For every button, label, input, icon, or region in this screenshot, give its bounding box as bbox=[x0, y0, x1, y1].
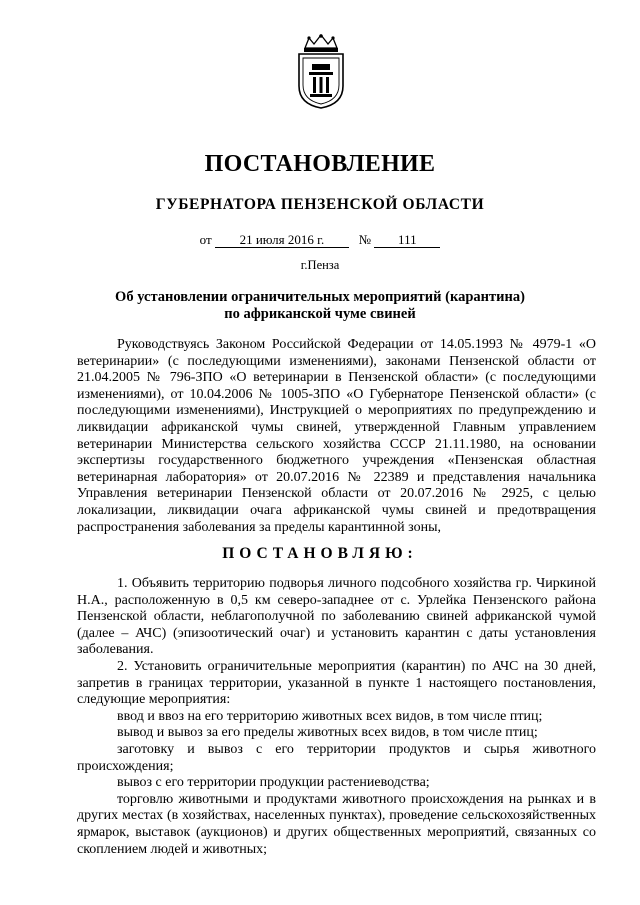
measure-item: заготовку и вывоз с его территории продуктов и сырья животного происхождения; bbox=[77, 741, 596, 774]
heading-line-2: по африканской чуме свиней bbox=[224, 306, 416, 322]
document-heading bbox=[0, 289, 640, 323]
measure-item: ввод и ввоз на его территорию животных всех видов, в том числе птиц; bbox=[117, 708, 543, 724]
item-1: 1. Объявить территорию подворья личного подсобного хозяйства гр. Чиркиной Н.А., расположенную в 0,5 км северо-западнее от с. Урлейка Пензенского района Пензенской области, неблагополучной по заболеванию свиней африканской чумой (далее – АЧС) (эпизоотический очаг) и установить карантин с даты установления заболевания. bbox=[77, 576, 596, 658]
preamble bbox=[77, 337, 596, 536]
document-city: г.Пенза bbox=[300, 258, 340, 272]
item-2: 2. Установить ограничительные мероприятия (карантин) по АЧС на 30 дней, запретив в границах территории, указанной в пункте 1 настоящего постановления, следующие мероприятия: bbox=[77, 658, 596, 708]
preamble-paragraph: Руководствуясь Законом Российской Федерации от 14.05.1993 № 4979-1 «О ветеринарии» (с последующими изменениями), законами Пензенской области от 21.04.2005 № 796-ЗПО «О ветеринарии в Пензенской области» (с последующими изменениями), от 10.04.2006 № 1005-ЗПО «О Губернаторе Пензенской области» (с последующими изменениями), Инструкцией о мероприятиях по предупреждению и ликвидации африканской чумы свиней, утвержденной Главным управлением ветеринарии Министерства сельского хозяйства СССР 21.11.1980, на основании экспертизы государственного бюджетного учреждения «Пензенская областная ветеринарная лаборатория» от 20.07.2016 № 22389 и представления начальника Управления ветеринарии Пензенской области от 20.07.2016 № 2925, с целью локализации, ликвидации очага африканской чумы свиней и предотвращения распространения заболевания за пределы карантинной зоны, bbox=[77, 337, 596, 535]
coat-of-arms-icon bbox=[295, 34, 347, 110]
number-prefix: № bbox=[358, 232, 372, 247]
measure-item: вывоз с его территории продукции растениеводства; bbox=[117, 775, 430, 791]
document-date: 21 июля 2016 г. bbox=[215, 232, 349, 248]
decree-items bbox=[77, 576, 596, 858]
heading-line-1: Об установлении ограничительных мероприятий (карантина) bbox=[115, 289, 525, 305]
document-number: 111 bbox=[374, 232, 440, 248]
measure-item: вывод и вывоз за его пределы животных всех видов, в том числе птиц; bbox=[117, 725, 538, 741]
document-title: ПОСТАНОВЛЕНИЕ bbox=[204, 151, 436, 177]
date-prefix: от bbox=[199, 232, 212, 247]
date-number-line bbox=[0, 232, 640, 248]
document-subtitle: ГУБЕРНАТОРА ПЕНЗЕНСКОЙ ОБЛАСТИ bbox=[155, 196, 485, 213]
decree-word: ПОСТАНОВЛЯЮ: bbox=[222, 545, 418, 562]
measure-item: торговлю животными и продуктами животного происхождения на рынках и в других местах (в хозяйствах, населенных пунктах), проведение сельскохозяйственных ярмарок, выставок (аукционов) и других общественных мероприятий, связанных со скоплением людей и животных; bbox=[77, 791, 596, 857]
